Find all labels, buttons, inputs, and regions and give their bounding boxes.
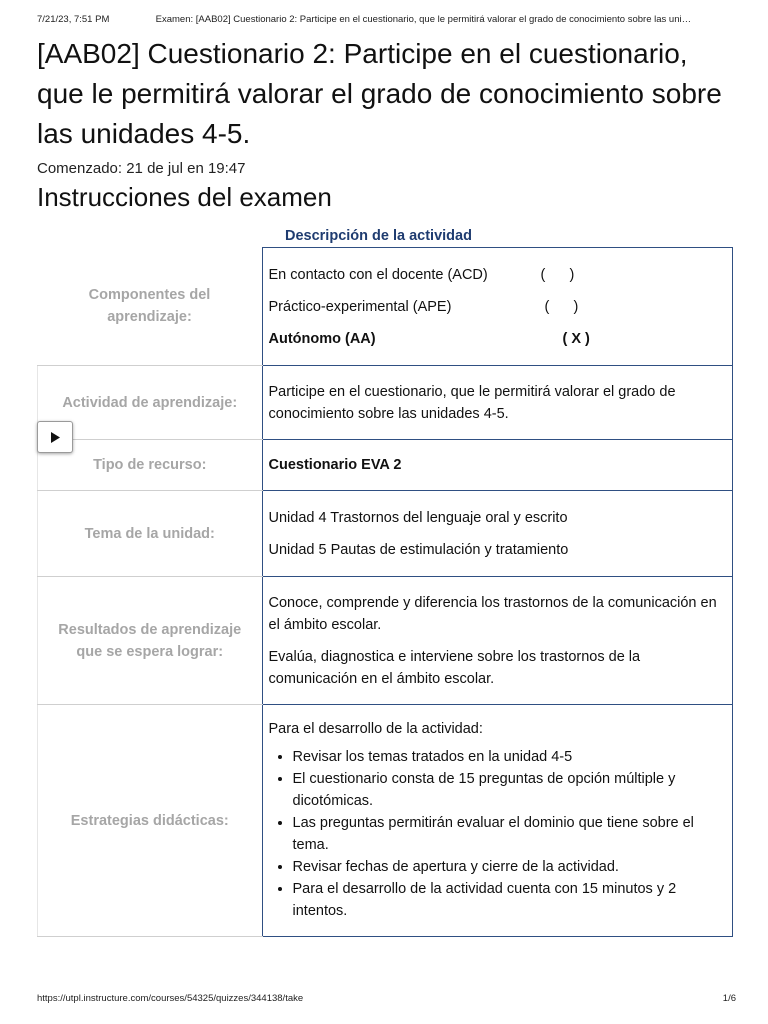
play-icon bbox=[50, 432, 60, 443]
components-value bbox=[262, 248, 733, 366]
print-page-number: 1/6 bbox=[722, 993, 736, 1004]
list-item: • Revisar los temas tratados en la unidad 4-5 bbox=[293, 746, 727, 768]
list-item: • Revisar fechas de apertura y cierre de la actividad. bbox=[293, 856, 727, 878]
resource-value: Cuestionario EVA 2 bbox=[262, 440, 733, 491]
strategies-intro: Para el desarrollo de la actividad: bbox=[268, 720, 483, 737]
list-item: • Las preguntas permitirán evaluar el dominio que tiene sobre el tema. bbox=[293, 812, 727, 856]
table-row bbox=[38, 248, 733, 366]
section-heading: Instrucciones del examen bbox=[37, 182, 332, 212]
strategies-label: Estrategias didácticas: bbox=[38, 705, 263, 937]
component-ape bbox=[269, 296, 727, 318]
page-title: [AAB02] Cuestionario 2: Participe en el cuestionario, que le permitirá valorar el grado de conocimiento sobre las unidades 4-5. bbox=[37, 38, 722, 149]
topic-label: Tema de la unidad: bbox=[38, 491, 263, 577]
component-acd bbox=[269, 264, 727, 286]
component-aa-text: Autónomo (AA) bbox=[268, 330, 376, 347]
component-acd-mark: ( ) bbox=[540, 266, 575, 283]
result-2: Evalúa, diagnostica e interviene sobre los trastornos de la comunicación en el ámbito escolar. bbox=[268, 648, 641, 687]
print-doc-title: Examen: [AAB02] Cuestionario 2: Participe en el cuestionario, que le permitirá valorar el grado de conocimiento sobre las uni… bbox=[155, 14, 692, 25]
topic-value bbox=[262, 491, 733, 577]
activity-label: Actividad de aprendizaje: bbox=[38, 366, 263, 440]
topic-unit5: Unidad 5 Pautas de estimulación y tratamiento bbox=[268, 541, 569, 558]
component-aa-mark: ( X ) bbox=[562, 330, 590, 347]
play-button[interactable] bbox=[37, 421, 73, 453]
table-caption: Descripción de la actividad bbox=[285, 228, 472, 244]
results-value bbox=[262, 577, 733, 705]
strategies-value bbox=[262, 705, 733, 937]
started-timestamp: Comenzado: 21 de jul en 19:47 bbox=[37, 160, 246, 177]
component-ape-mark: ( ) bbox=[544, 298, 579, 315]
result-1: Conoce, comprende y diferencia los trastornos de la comunicación en el ámbito escolar. bbox=[268, 594, 717, 633]
list-item: • El cuestionario consta de 15 preguntas de opción múltiple y dicotómicas. bbox=[293, 768, 727, 812]
results-label: Resultados de aprendizaje que se espera lograr: bbox=[38, 577, 263, 705]
strategies-list bbox=[269, 746, 727, 922]
table-row bbox=[38, 577, 733, 705]
component-aa bbox=[269, 328, 727, 350]
table-row bbox=[38, 705, 733, 937]
print-header bbox=[37, 14, 738, 25]
resource-label: Tipo de recurso: bbox=[38, 440, 263, 491]
components-label: Componentes del aprendizaje: bbox=[38, 248, 263, 366]
topic-unit4: Unidad 4 Trastornos del lenguaje oral y escrito bbox=[268, 509, 568, 526]
table-row bbox=[38, 440, 733, 491]
table-row bbox=[38, 491, 733, 577]
table-row bbox=[38, 366, 733, 440]
component-ape-text: Práctico-experimental (APE) bbox=[268, 298, 452, 315]
print-footer bbox=[37, 993, 736, 1004]
component-acd-text: En contacto con el docente (ACD) bbox=[268, 266, 488, 283]
activity-table bbox=[37, 247, 733, 937]
list-item: • Para el desarrollo de la actividad cuenta con 15 minutos y 2 intentos. bbox=[293, 878, 727, 922]
activity-value: Participe en el cuestionario, que le permitirá valorar el grado de conocimiento sobre las unidades 4-5. bbox=[262, 366, 733, 440]
print-datetime: 7/21/23, 7:51 PM bbox=[37, 14, 110, 25]
print-url: https://utpl.instructure.com/courses/54325/quizzes/344138/take bbox=[37, 993, 304, 1004]
